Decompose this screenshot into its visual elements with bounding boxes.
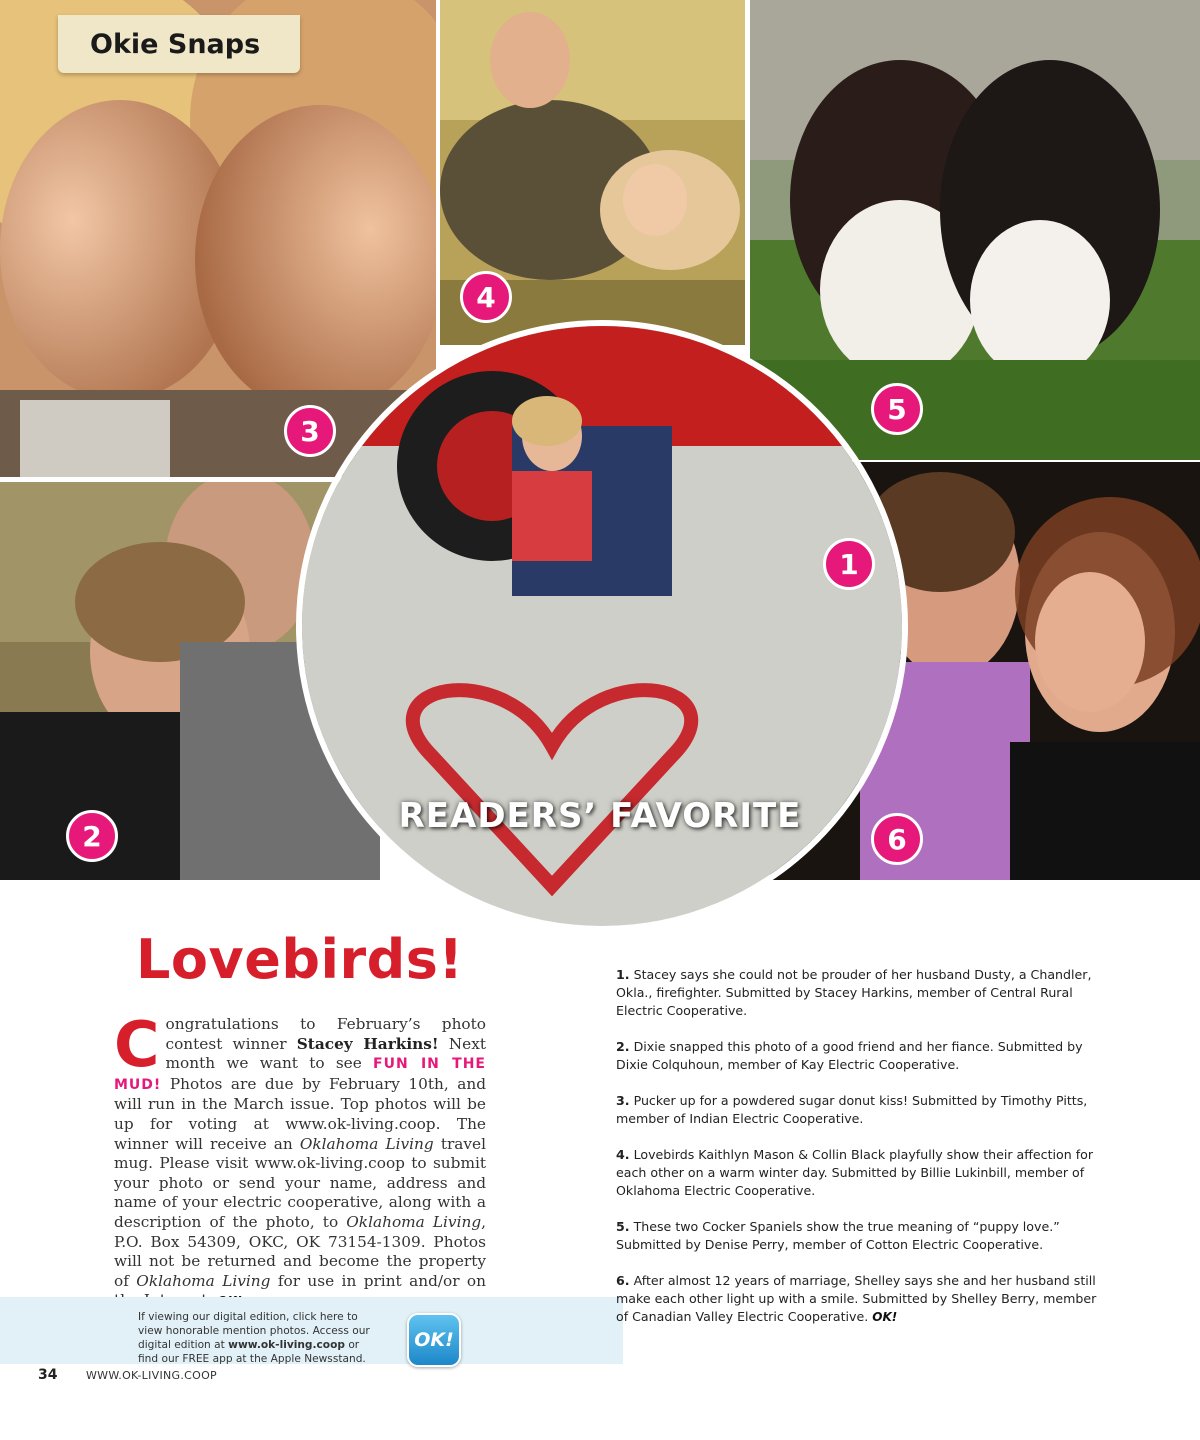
page-number: 34 (38, 1367, 58, 1383)
ok-app-icon[interactable]: OK! (407, 1313, 461, 1367)
ok-logo-end-mark: OK! (872, 1310, 898, 1324)
photo-captions (616, 966, 1112, 1344)
caption-item: 5. These two Cocker Spaniels show the true meaning of “puppy love.” Submitted by Denise Perry, member of Cotton Electric Cooperative. (616, 1219, 1060, 1252)
footer-url: WWW.OK-LIVING.COOP (86, 1369, 217, 1382)
photo-number-badge-3: 3 (284, 405, 336, 457)
digital-edition-link[interactable]: www.ok-living.coop (228, 1339, 345, 1351)
photo-number-badge-2: 2 (66, 810, 118, 862)
photo-number-badge-1: 1 (823, 538, 875, 590)
digital-edition-callout[interactable] (0, 1297, 623, 1364)
photo-5-puppies-kiss (750, 0, 1200, 460)
photo-number-badge-5: 5 (871, 383, 923, 435)
winner-name: Stacey Harkins! (296, 1034, 439, 1053)
next-month-theme: FUN IN THE MUD! (114, 1056, 486, 1093)
digital-edition-text[interactable]: If viewing our digital edition, click here to view honorable mention photos. Access our digital edition at www.ok-living.coop or find our FREE app at the Apple Newsstand. (138, 1311, 370, 1365)
article-intro: Congratulations to February’s photo contest winner Stacey Harkins! Next month we want to see FUN IN THE MUD! Photos are due by February 10th, and will run in the March issue. Top photos will be up for voting at www.ok-living.coop. The winner will receive an Oklahoma Living travel mug. Please visit www.ok-living.coop to submit your photo or send your name, address and name of your electric cooperative, along with a description of the photo, to Oklahoma Living, P.O. Box 54309, OKC, OK 73154-1309. Photos will not be returned and become the property of Oklahoma Living for use in print and/or on (114, 1015, 486, 1312)
section-title-okie-snaps: Okie Snaps (58, 15, 300, 73)
readers-favorite-label: READERS’ FAVORITE (398, 796, 802, 836)
caption-item: 1. Stacey says she could not be prouder of her husband Dusty, a Chandler, Okla., firefighter. Submitted by Stacey Harkins, member of Central Rural Electric Cooperative. (616, 967, 1092, 1018)
photo-number-badge-4: 4 (460, 271, 512, 323)
caption-item: 6. After almost 12 years of marriage, Shelley says she and her husband still make each other light up with a smile. Submitted by Shelley Berry, member of Canadian Valley Electric Cooperative. OK! (616, 1273, 1097, 1324)
photo-number-badge-6: 6 (871, 813, 923, 865)
photo-1-readers-favorite (296, 320, 908, 932)
drop-cap: C (114, 1008, 160, 1081)
article-headline: Lovebirds! (136, 928, 464, 991)
caption-item: 2. Dixie snapped this photo of a good friend and her fiance. Submitted by Dixie Colquhoun, member of Kay Electric Cooperative. (616, 1039, 1083, 1072)
caption-item: 4. Lovebirds Kaithlyn Mason & Collin Black playfully show their affection for each other on a warm winter day. Submitted by Billie Lukinbill, member of Oklahoma Electric Cooperative. (616, 1147, 1094, 1198)
caption-item: 3. Pucker up for a powdered sugar donut kiss! Submitted by Timothy Pitts, member of Indian Electric Cooperative. (616, 1093, 1088, 1126)
